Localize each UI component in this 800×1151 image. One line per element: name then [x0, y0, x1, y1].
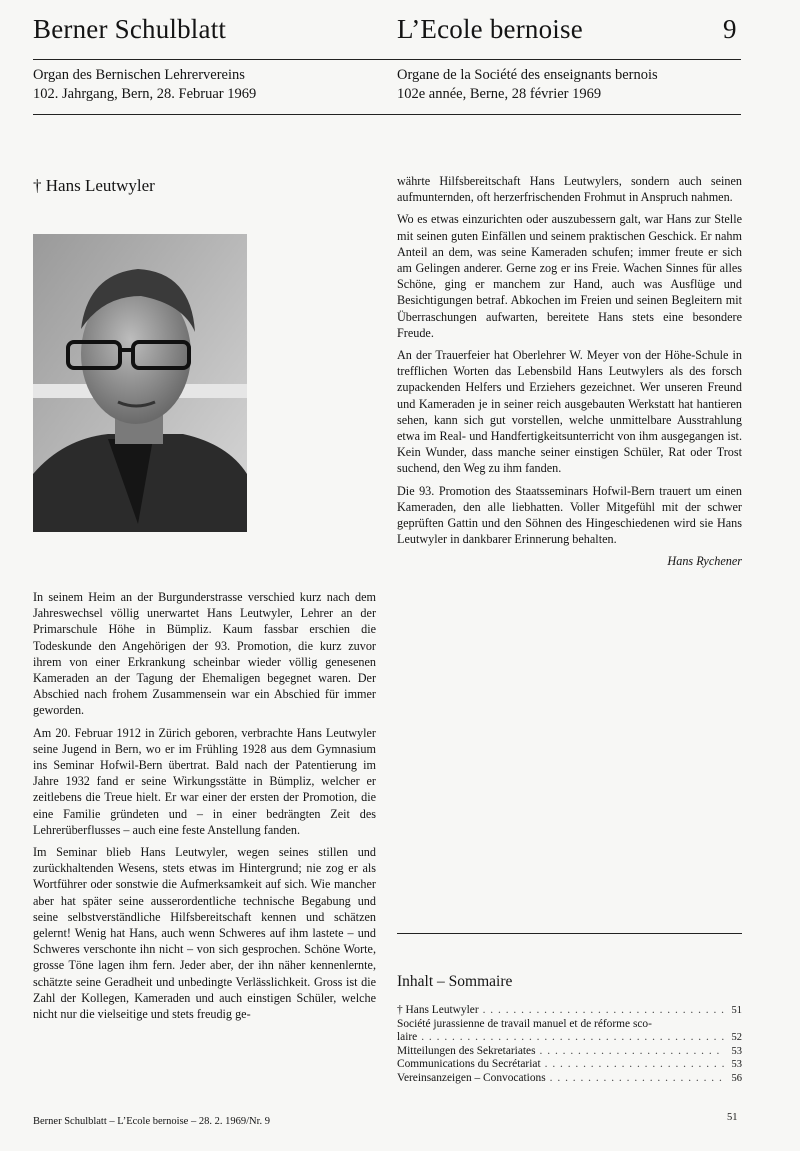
- toc-entry[interactable]: [397, 1058, 742, 1072]
- masthead-sub-fr: [397, 66, 658, 104]
- article-paragraph: In seinem Heim an der Burgunderstrasse verschied kurz nach dem Jahreswechsel völlig unerwartet Hans Leutwyler, Lehrer an der Primarschule Höhe in Bümpliz. Kaum fassbar erschien die Todeskunde den Angehörigen der 93. Promotion, die kurz zuvor ihrem von einer Erkrankung scheinbar wieder völlig genesenen Kameraden an der Tagung der Ehemaligen begegnet waren. Der Abschied nach frohem Zusammensein war ein Abschied für immer geworden.: [33, 590, 376, 718]
- toc-leader: [483, 1004, 724, 1018]
- toc-entry-page: 53: [731, 1045, 742, 1057]
- toc-entry-label: Vereinsanzeigen – Convocations: [397, 1071, 546, 1084]
- toc-entry[interactable]: [397, 1045, 742, 1059]
- portrait-photo: [33, 234, 247, 532]
- article-heading-name: Hans Leutwyler: [45, 176, 155, 195]
- toc-entry[interactable]: [397, 1004, 742, 1018]
- toc-rule: [397, 933, 742, 934]
- article-paragraph: währte Hilfsbereitschaft Hans Leutwylers, sondern auch seinen aufmunternden, oft herzerfrischenden Frohmut in Anspruch nahmen.: [397, 174, 742, 205]
- footer-page-number: 51: [727, 1112, 738, 1123]
- cross-icon: †: [33, 176, 42, 195]
- article-paragraph: Die 93. Promotion des Staatsseminars Hofwil-Bern trauert um einen Kameraden, den alle liebhatten. Voller Mitgefühl mit der schwer geprüften Gattin und den Söhnen des Hingeschiedenen wird sie Hans Leutwyler in dankbarer Erinnerung behalten.: [397, 483, 742, 547]
- year-de: 102. Jahrgang, Bern, 28. Februar 1969: [33, 86, 257, 102]
- toc-entry-label: Communications du Secrétariat: [397, 1058, 541, 1071]
- toc-leader: [550, 1072, 724, 1086]
- masthead-title-de: Berner Schulblatt: [33, 14, 227, 44]
- toc-entry-page: 52: [731, 1032, 742, 1044]
- toc-entry-label: † Hans Leutwyler: [397, 1004, 479, 1016]
- footer-citation: Berner Schulblatt – L’Ecole bernoise – 28. 2. 1969/Nr. 9: [33, 1116, 270, 1127]
- portrait-image: [33, 234, 247, 532]
- toc-entry-label-continued: laire: [397, 1031, 418, 1044]
- article-paragraph: An der Trauerfeier hat Oberlehrer W. Meyer von der Höhe-Schule in trefflichen Worten das Lebensbild Hans Leutwylers als des forsch zupackenden Helfers und Erziehers gezeichnet. Wer unseren Freund und Kameraden je in seiner reich ausgebauten Werkstatt hat hantieren sehen, kann sich gut vorstellen, welche unmittelbare Ausstrahlung etwa im Real- und Handfertigkeitsunterricht von ihm ausgegangen ist. Kein Wunder, dass manche seiner einstigen Schüler, Rat oder Trost suchend, den Weg zu ihm fanden.: [397, 348, 742, 476]
- toc-leader: [540, 1045, 724, 1059]
- article-right-column: [397, 173, 742, 570]
- organ-de: Organ des Bernischen Lehrervereins: [33, 67, 245, 83]
- article-paragraph: Im Seminar blieb Hans Leutwyler, wegen seines stillen und zurückhaltenden Wesens, stets etwas im Hintergrund; nie zog er als Wortführer oder sonstwie die Aufmerksamkeit auf sich. Wie mancher aber hat später seine ausserordentliche technische Begabung und seine selbstverständliche Hilfsbereitschaft kennen und schätzen gelernt! Wenig hat Hans, auch wenn Schweres auf ihm lastete – und Schweres verschonte ihn nicht – von sich gesprochen. Schöne Worte, grosse Töne lagen ihm fern. Jeder aber, der ihn näher kennenlernte, schätzte seine Geradheit und unbedingte Verlässlichkeit. Gross ist die Zahl der Kollegen, Kameraden und auch einstigen Schüler, welche nicht nur die vielseitige und stets freudig ge-: [33, 845, 376, 1022]
- toc-leader: [545, 1058, 724, 1072]
- issue-number: 9: [723, 14, 737, 44]
- toc-entry-label: Mitteilungen des Sekretariates: [397, 1044, 536, 1057]
- masthead-rule: [33, 59, 741, 60]
- masthead-title-fr: L’Ecole bernoise: [397, 14, 583, 44]
- subheader-rule: [33, 114, 741, 115]
- article-paragraph: Am 20. Februar 1912 in Zürich geboren, verbrachte Hans Leutwyler seine Jugend in Bern, wo er im Frühling 1928 aus dem Gymnasium ins Seminar Hofwil-Bern übertrat. Bald nach der Patentierung im Jahre 1932 fand er seine Wirkungsstätte in Bümpliz, welcher er zeitlebens die Treue hielt. Er war einer der ersten der Promotion, die eine Familie gründeten und – in einer bedrängten Zeit des Lehrerüberflusses – auch eine feste Anstellung fanden.: [33, 725, 376, 837]
- toc-entry[interactable]: [397, 1018, 742, 1045]
- toc-entry-page: 51: [731, 1005, 742, 1016]
- toc-entry-page: 53: [731, 1059, 742, 1071]
- article-author: Hans Rychener: [667, 554, 742, 569]
- toc-entry[interactable]: [397, 1072, 742, 1086]
- toc-title: Inhalt – Sommaire: [397, 973, 513, 990]
- article-left-column: [33, 589, 376, 1028]
- toc-entry-label: Société jurassienne de travail manuel et de réforme sco-: [397, 1017, 652, 1030]
- organ-fr: Organe de la Société des enseignants bernois: [397, 67, 658, 83]
- toc-leader: [421, 1031, 724, 1045]
- article-paragraph: Wo es etwas einzurichten oder auszubessern galt, war Hans zur Stelle mit seinen guten Einfällen und seinem praktischen Geschick. Er nahm Anteil an dem, was seine Kameraden schufen; immer freute er sich am Gelingen anderer. Gerne zog er ins Freie. Wachen Sinnes für alles Schöne, ging er manchem zur Hand, auch was Ausflüge und Besichtigungen betraf. Abkochen im Freien und seinen Begleitern mit Überraschungen aufwarten, bereitete Hans stets eine besondere Freude.: [397, 212, 742, 340]
- article-heading: [33, 176, 155, 196]
- toc-entry-page: 56: [731, 1072, 742, 1084]
- year-fr: 102e année, Berne, 28 février 1969: [397, 86, 602, 102]
- masthead-sub-de: [33, 66, 256, 104]
- toc-list: [397, 1004, 742, 1086]
